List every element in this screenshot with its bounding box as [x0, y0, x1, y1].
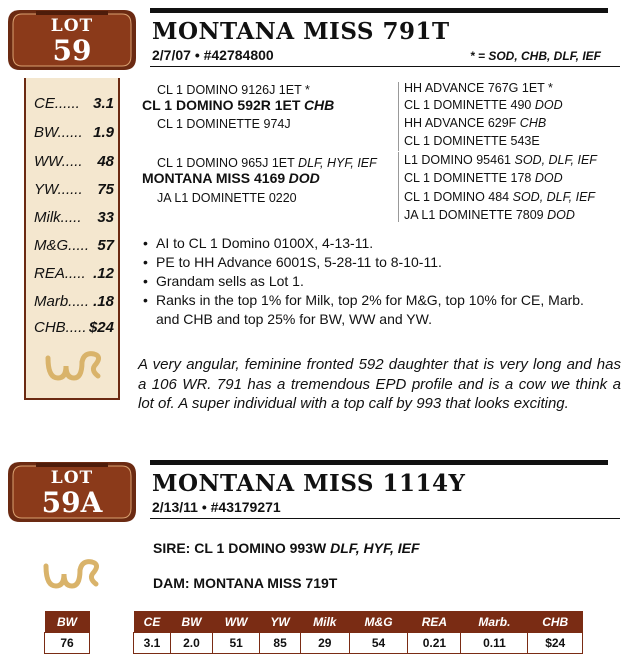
note-item: • Grandam sells as Lot 1. [143, 272, 605, 291]
dam-line: DAM: MONTANA MISS 719T [153, 575, 338, 591]
birth-registration: 2/7/07 • #42784800 [152, 47, 274, 63]
header-divider [150, 518, 620, 519]
legend: * = SOD, CHB, DLF, IEF [470, 49, 602, 63]
pedigree-right-item: CL 1 DOMINETTE 543E [404, 134, 540, 148]
epd-value: 29 [300, 633, 349, 654]
pedigree-dam-dam: JA L1 DOMINETTE 0220 [157, 191, 297, 205]
lot-number: 59 [52, 34, 92, 67]
pedigree-sire-sire: CL 1 DOMINO 9126J 1ET * [157, 83, 310, 97]
epd-header: WW [212, 611, 259, 633]
pedigree-sire: CL 1 DOMINO 592R 1ET CHB [142, 97, 335, 113]
epd-value: $24 [528, 633, 583, 654]
epd-value: 54 [349, 633, 408, 654]
pedigree-sire-dam: CL 1 DOMINETTE 974J [157, 117, 291, 131]
note-item: • AI to CL 1 Domino 0100X, 4-13-11. [143, 234, 605, 253]
lot-description: A very angular, feminine fronted 592 daughter that is very long and has a 106 WR. 791 has a tremendous EPD profile and is a cow we think a lot of. A super individual with a top calf by 993 that looks exciting. [138, 356, 621, 412]
title-rule [150, 8, 608, 13]
epd-value: 85 [260, 633, 301, 654]
note-item: • Ranks in the top 1% for Milk, top 2% for M&G, top 10% for CE, Marb. and CHB and top 25% for BW, WW and YW. [143, 291, 605, 329]
lot-word: LOT [50, 468, 94, 488]
pedigree-right-item: CL 1 DOMINETTE 178 DOD [404, 171, 563, 185]
lot-number: 59A [41, 486, 103, 519]
note-item: • PE to HH Advance 6001S, 5-28-11 to 8-10-11. [143, 253, 605, 272]
epd-value: 0.21 [408, 633, 461, 654]
epd-value: 0.11 [461, 633, 528, 654]
epd-header: REA [408, 611, 461, 633]
title-rule [150, 460, 608, 465]
pedigree-right-item: JA L1 DOMINETTE 7809 DOD [404, 208, 575, 222]
epd-header: Milk [300, 611, 349, 633]
epd-panel: CE...... 3.1 BW...... 1.9 WW..... 48 YW...... 75 Milk..... 33 M&G..... 57 REA..... .12 Marb..... .18 CHB..... $24 [24, 78, 120, 400]
epd-header: CE [134, 611, 171, 633]
epd-header: YW [260, 611, 301, 633]
epd-header: M&G [349, 611, 408, 633]
bw-value: 76 [45, 633, 90, 654]
lot-badge [6, 460, 138, 524]
pedigree-right-item: HH ADVANCE 629F CHB [404, 116, 547, 130]
pedigree-dam-sire: CL 1 DOMINO 965J 1ET DLF, HYF, IEF [157, 156, 377, 170]
lot-badge [6, 8, 138, 72]
epd-header: BW [171, 611, 213, 633]
notes-list [143, 234, 605, 329]
pedigree-bracket-bottom [398, 152, 399, 222]
epd-value: 3.1 [134, 633, 171, 654]
lot-word: LOT [50, 16, 94, 36]
pedigree-bracket-top [398, 82, 399, 151]
pedigree-dam: MONTANA MISS 4169 DOD [142, 170, 320, 186]
epd-value: 51 [212, 633, 259, 654]
lot-title: MONTANA MISS 791T [152, 18, 450, 45]
pedigree-right-item: CL 1 DOMINETTE 490 DOD [404, 98, 563, 112]
ranch-brand-icon [42, 556, 102, 594]
lot-title: MONTANA MISS 1114Y [152, 470, 466, 497]
bw-table [44, 611, 90, 654]
epd-header: Marb. [461, 611, 528, 633]
epd-table [133, 611, 583, 654]
pedigree-right-item: CL 1 DOMINO 484 SOD, DLF, IEF [404, 190, 596, 204]
epd-header: CHB [528, 611, 583, 633]
ranch-brand-icon [44, 348, 104, 386]
sire-line: SIRE: CL 1 DOMINO 993W DLF, HYF, IEF [153, 540, 420, 556]
birth-registration: 2/13/11 • #43179271 [152, 499, 281, 515]
bw-header: BW [45, 611, 90, 633]
pedigree-right-item: HH ADVANCE 767G 1ET * [404, 81, 553, 95]
pedigree-right-item: L1 DOMINO 95461 SOD, DLF, IEF [404, 153, 597, 167]
header-divider [150, 66, 620, 67]
epd-value: 2.0 [171, 633, 213, 654]
